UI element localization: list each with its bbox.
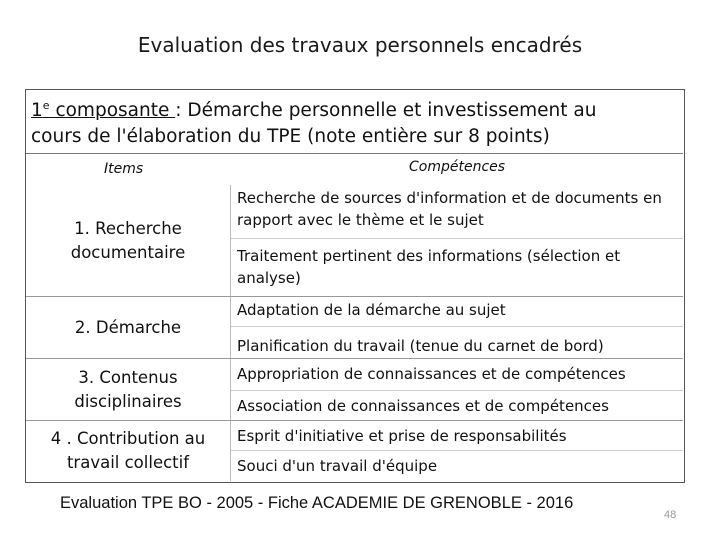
item-label: 4 . Contribution au travail collectif bbox=[50, 429, 206, 472]
competence: Adaptation de la démarche au sujet bbox=[231, 297, 683, 327]
item-label: 1. Recherche documentaire bbox=[70, 218, 186, 262]
footer-source: Evaluation TPE BO - 2005 - Fiche ACADEMIE DE GRENOBLE - 2016 bbox=[60, 494, 574, 512]
competence: Association de connaissances et de compétences bbox=[237, 397, 609, 415]
competence: Planification du travail (tenue du carnet de bord) bbox=[237, 337, 604, 355]
competence: Appropriation de connaissances et de compétences bbox=[231, 359, 683, 391]
table-body bbox=[26, 185, 683, 481]
table-row bbox=[26, 421, 683, 481]
component-label: 1e composante bbox=[31, 99, 176, 122]
competence: Recherche de sources d'information et de documents en rapport avec le thème et le sujet bbox=[231, 185, 683, 239]
column-header-competences: Compétences bbox=[409, 159, 506, 175]
component-description: : Démarche personnelle et investissement au bbox=[175, 100, 597, 122]
item-label: 3. Contenus disciplinaires bbox=[74, 367, 182, 411]
competence: Esprit d'initiative et prise de responsabilités bbox=[231, 421, 683, 451]
page-title: Evaluation des travaux personnels encadrés bbox=[137, 33, 583, 57]
item-label: 2. Démarche bbox=[74, 317, 182, 337]
component-header bbox=[26, 90, 683, 154]
table-row bbox=[26, 297, 683, 359]
competence: Souci d'un travail d'équipe bbox=[237, 457, 438, 475]
page-number: 48 bbox=[664, 509, 677, 521]
table-row bbox=[26, 185, 683, 297]
competence: Traitement pertinent des informations (sélection et analyse) bbox=[237, 247, 621, 287]
component-description-line2: cours de l'élaboration du TPE (note entière sur 8 points) bbox=[31, 126, 550, 148]
table-row bbox=[26, 359, 683, 421]
evaluation-table bbox=[25, 89, 685, 483]
column-header-items: Items bbox=[104, 161, 144, 177]
